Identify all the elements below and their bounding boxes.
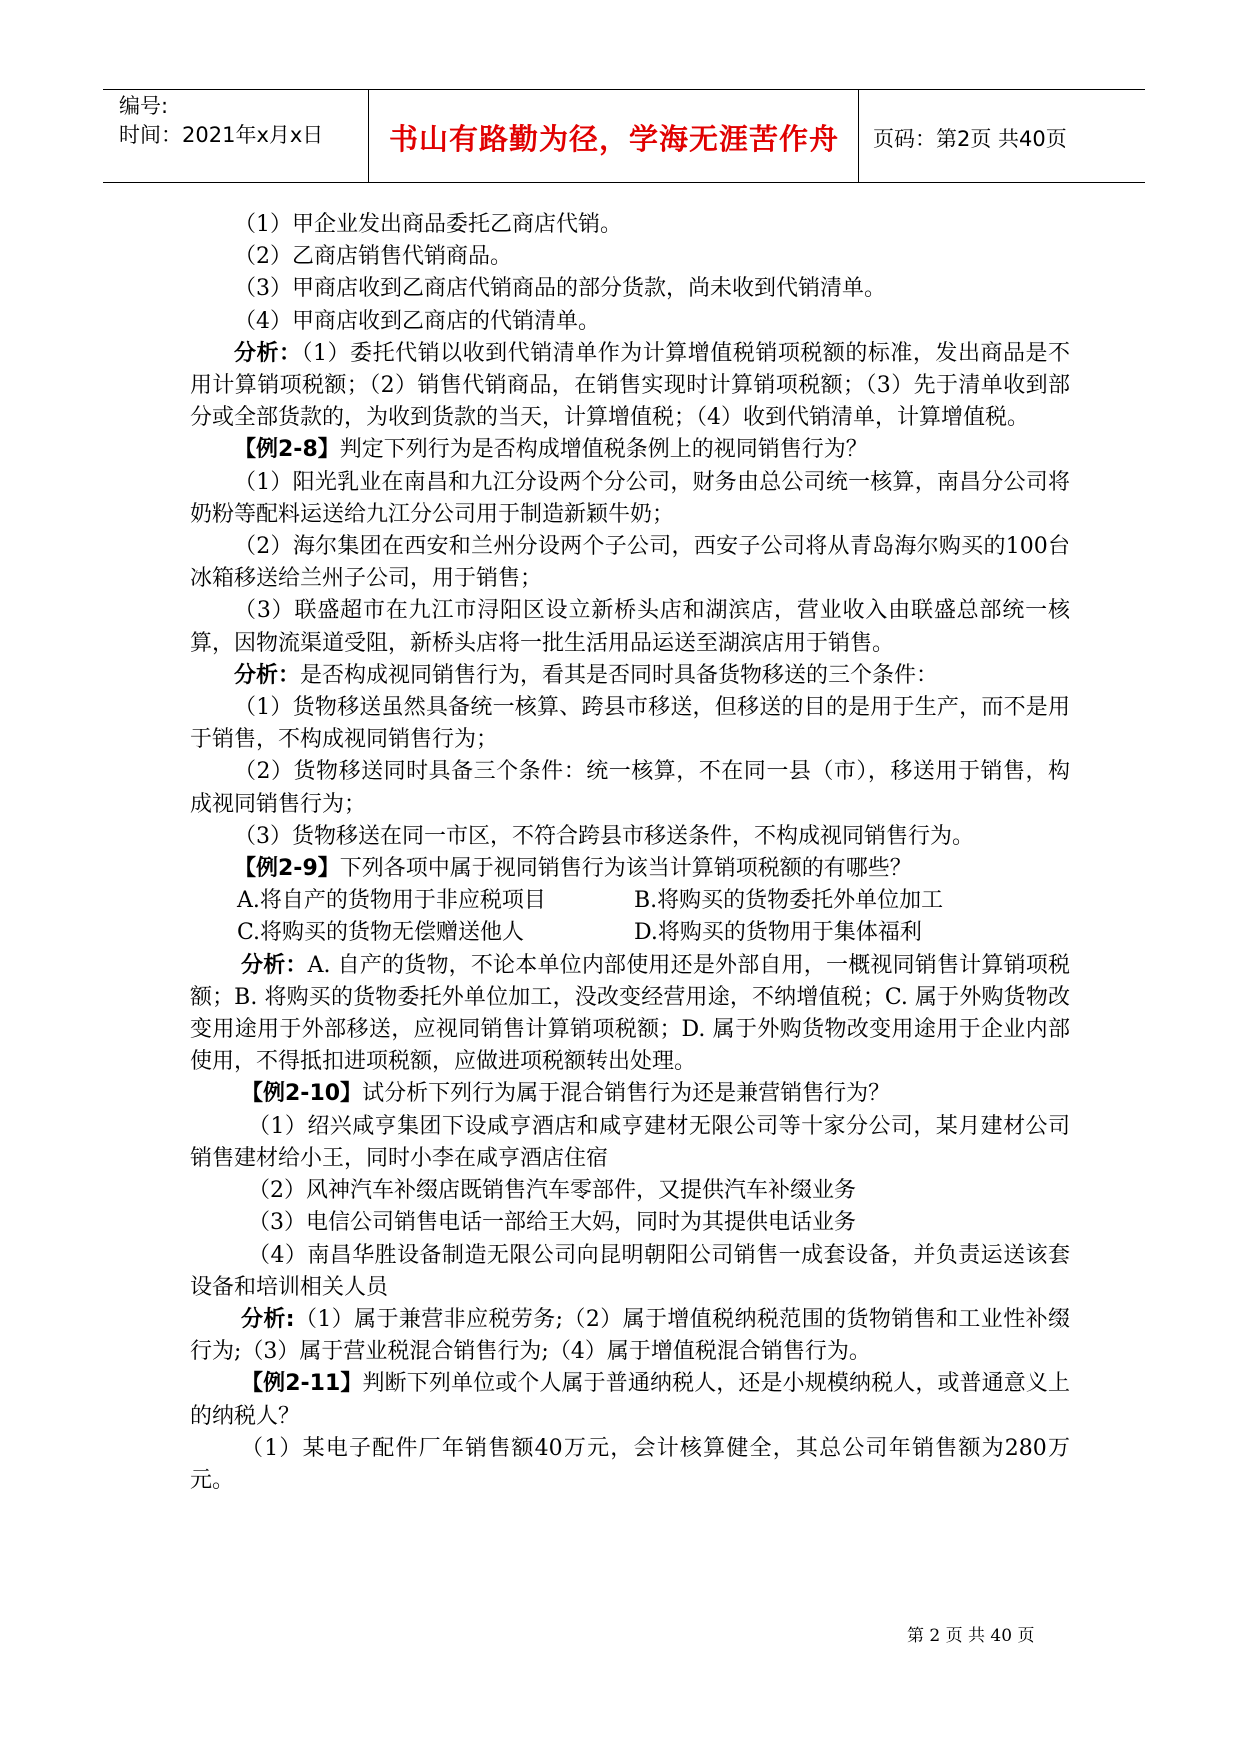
analysis-label: 分析: [241, 1306, 295, 1332]
analysis-label: 分析： [234, 340, 302, 366]
paragraph: （2）海尔集团在西安和兰州分设两个子公司，西安子公司将从青岛海尔购买的100台冰箱移送给兰州子公司，用于销售； [190, 534, 1070, 592]
example-heading [190, 434, 1070, 466]
analysis-label: 分析： [234, 662, 301, 688]
time-label: 时间：2021年x月x日 [119, 123, 324, 147]
paragraph: （1）甲企业发出商品委托乙商店代销。 [234, 212, 622, 237]
example-text: 判断下列单位或个人属于普通纳税人，还是小规模纳税人，或普通意义上的纳税人？ [190, 1371, 1070, 1429]
example-text: 下列各项中属于视同销售行为该当计算销项税额的有哪些？ [339, 856, 912, 882]
paragraph: （3）甲商店收到乙商店代销商品的部分货款，尚未收到代销清单。 [234, 276, 886, 302]
example-heading [190, 1368, 1070, 1432]
option-d: D.将购买的货物用于集体福利 [634, 920, 922, 946]
analysis-paragraph [190, 1304, 1070, 1368]
example-label: 【例2-10】 [241, 1081, 363, 1107]
serial-number-label: 编号: [119, 94, 169, 118]
page-header [103, 89, 1145, 183]
paragraph: （2）乙商店销售代销商品。 [234, 244, 512, 270]
paragraph: （1）货物移送虽然具备统一核算、跨县市移送，但移送的目的是用于生产，而不是用于销售，不构成视同销售行为； [190, 695, 1070, 753]
document-body [190, 209, 1070, 1497]
example-text: 试分析下列行为属于混合销售行为还是兼营销售行为？ [362, 1081, 891, 1107]
option-c: C.将购买的货物无偿赠送他人 [237, 920, 525, 946]
example-label: 【例2-11】 [241, 1371, 363, 1397]
paragraph: （1）绍兴咸亨集团下设咸亨酒店和咸亨建材无限公司等十家分公司，某月建材公司销售建材给小王，同时小李在咸亨酒店住宿 [190, 1113, 1070, 1171]
option-b: B.将购买的货物委托外单位加工 [634, 888, 944, 914]
paragraph: （1）阳光乳业在南昌和九江分设两个分公司，财务由总公司统一核算，南昌分公司将奶粉等配料运送给九江分公司用于制造新颖牛奶； [190, 469, 1070, 527]
paragraph: （3）联盛超市在九江市浔阳区设立新桥头店和湖滨店，营业收入由联盛总部统一核算，因物流渠道受阻，新桥头店将一批生活用品运送至湖滨店用于销售。 [190, 598, 1070, 656]
header-page-label: 页码：第2页 共40页 [873, 127, 1067, 151]
header-divider-left [368, 90, 369, 182]
header-motto: 书山有路勤为径，学海无涯苦作舟 [388, 122, 839, 156]
options-row [190, 885, 1070, 917]
option-a: A.将自产的货物用于非应税项目 [237, 888, 546, 914]
paragraph: （3）电信公司销售电话一部给王大妈，同时为其提供电话业务 [248, 1210, 856, 1236]
paragraph: （4）甲商店收到乙商店的代销清单。 [234, 308, 600, 334]
example-text: 判定下列行为是否构成增值税条例上的视同销售行为？ [339, 437, 868, 463]
analysis-label: 分析： [241, 952, 308, 978]
options-row [190, 917, 1070, 949]
paragraph: （4）南昌华胜设备制造无限公司向昆明朝阳公司销售一成套设备，并负责运送该套设备和培训相关人员 [190, 1242, 1070, 1300]
analysis-text: （1）委托代销以收到代销清单作为计算增值税销项税额的标准，发出商品是不用计算销项税额；（2）销售代销商品，在销售实现时计算销项税额；（3）先于清单收到部分或全部货款的，为收到货款的当天，计算增值税；（4）收到代销清单，计算增值税。 [190, 340, 1070, 431]
paragraph: （3）货物移送在同一市区，不符合跨县市移送条件，不构成视同销售行为。 [234, 823, 974, 849]
paragraph: （2）风神汽车补缀店既销售汽车零部件，又提供汽车补缀业务 [248, 1178, 856, 1204]
analysis-text: 是否构成视同销售行为，看其是否同时具备货物移送的三个条件： [300, 662, 939, 688]
analysis-paragraph [190, 660, 1070, 692]
page-footer: 第 2 页 共 40 页 [907, 1626, 1035, 1646]
analysis-paragraph [190, 950, 1070, 1079]
paragraph: （1）某电子配件厂年销售额40万元，会计核算健全，其总公司年销售额为280万元。 [190, 1435, 1070, 1493]
analysis-text: （1）属于兼营非应税劳务;（2）属于增值税纳税范围的货物销售和工业性补缀行为;（3）属于营业税混合销售行为;（4）属于增值税混合销售行为。 [190, 1306, 1070, 1365]
example-heading [190, 853, 1070, 885]
example-heading [190, 1078, 1070, 1110]
analysis-text: A. 自产的货物，不论本单位内部使用还是外部自用，一概视同销售计算销项税额；B. 将购买的货物委托外单位加工，没改变经营用途，不纳增值税；C. 属于外购货物改变用途用于外部移送，应视同销售计算销项税额；D. 属于外购货物改变用途用于企业内部使用，不得抵扣进项税额，应做进项税额转出处理。 [190, 952, 1070, 1075]
header-divider-right [858, 90, 859, 182]
analysis-paragraph [190, 338, 1070, 435]
paragraph: （2）货物移送同时具备三个条件：统一核算，不在同一县（市），移送用于销售，构成视同销售行为； [190, 759, 1070, 817]
example-label: 【例2-8】 [234, 437, 340, 463]
example-label: 【例2-9】 [234, 856, 340, 882]
